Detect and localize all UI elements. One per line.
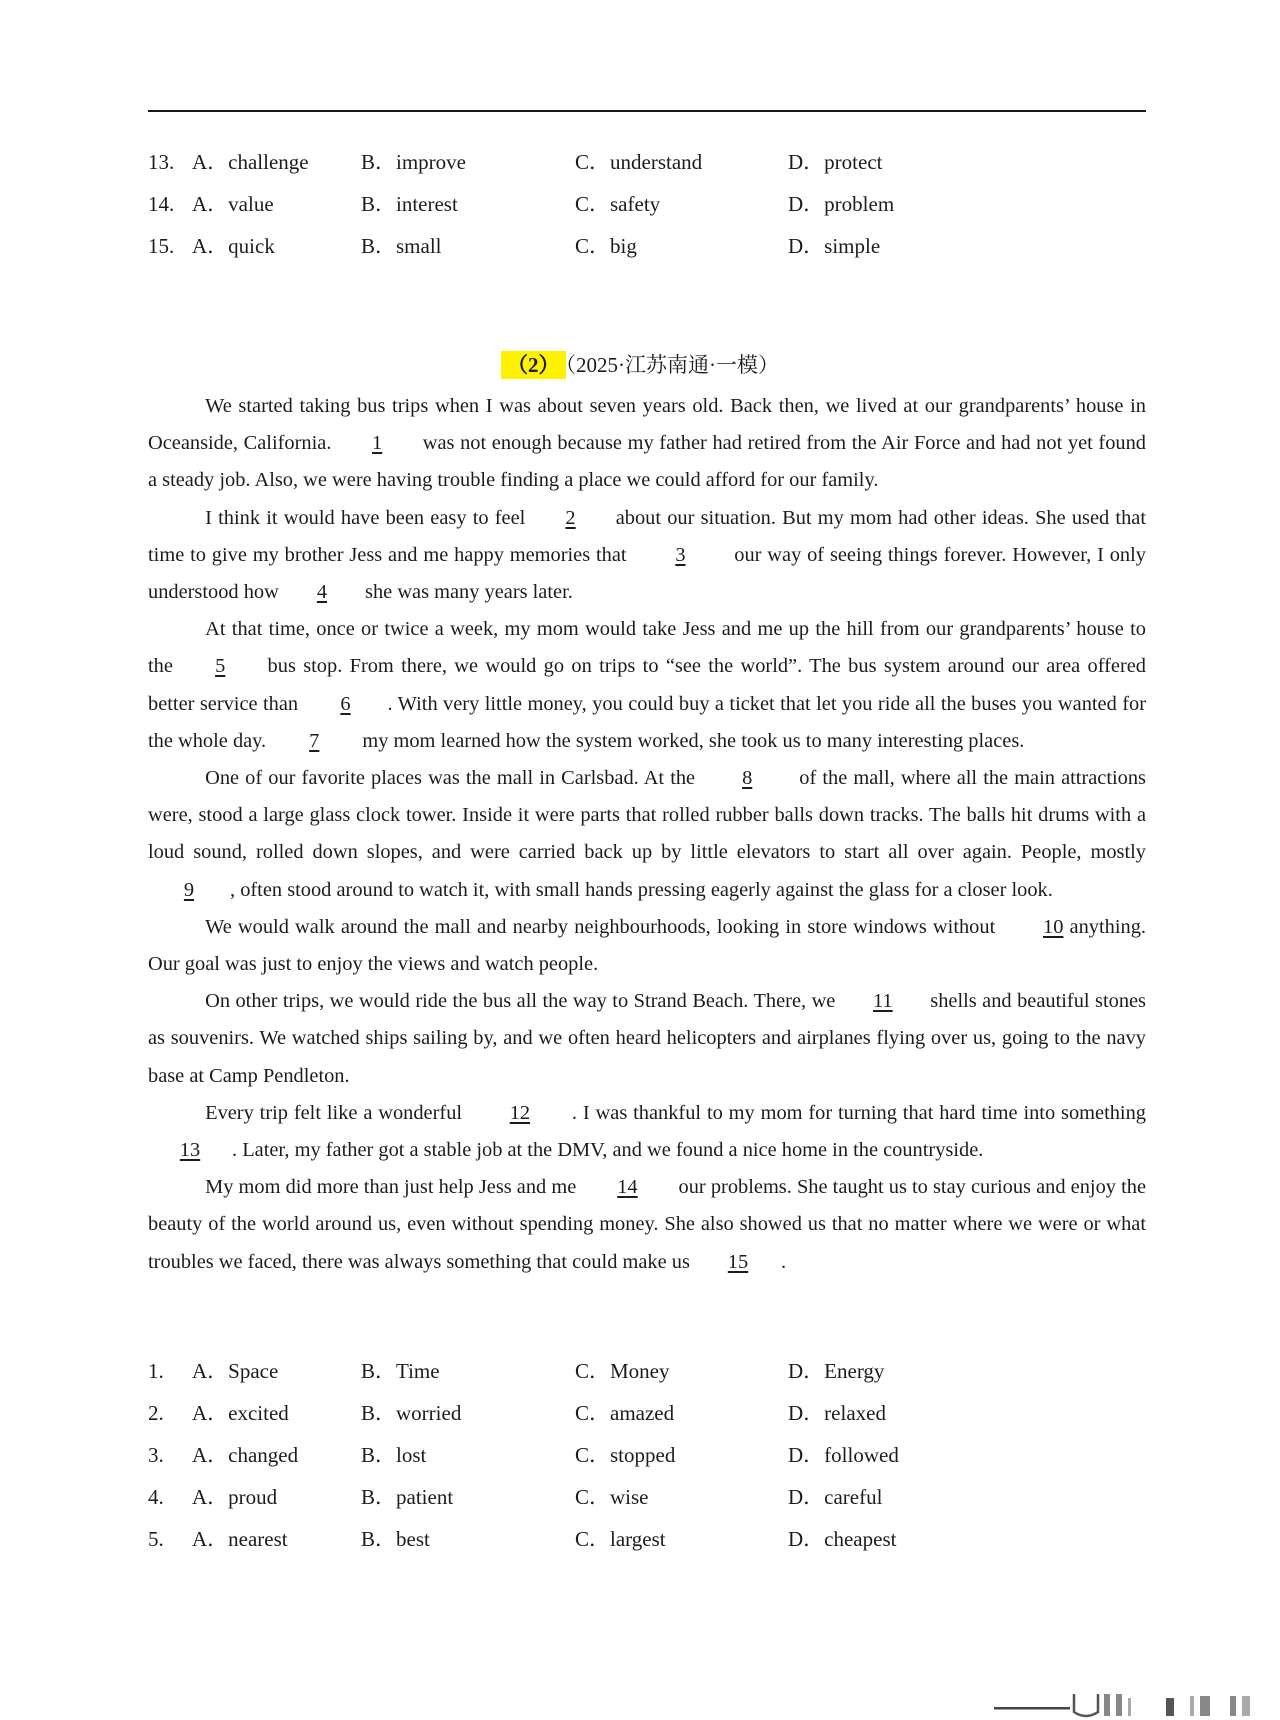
blank-13: 13 bbox=[179, 1139, 201, 1162]
paragraph-3 bbox=[148, 611, 1146, 760]
paragraph-7 bbox=[148, 1095, 1146, 1169]
watermark-icon bbox=[994, 1690, 1264, 1720]
text: of the mall, where all the main attractions were, stood a large glass clock tower. Inside it were parts that rolled rubber balls down tracks. The balls hit drums with a loud sound, rolled down slopes, and were carried back up by little elevators to start all over again. People, mostly bbox=[148, 767, 1146, 864]
option-row-1 bbox=[148, 1350, 1148, 1392]
text: We started taking bus trips when I was about seven years old. Back then, we lived at our grandparents’ house in Oceanside, California. bbox=[148, 395, 1146, 455]
blank-10: 10 bbox=[1043, 915, 1064, 938]
option-a: A．challenge bbox=[192, 150, 309, 174]
option-c: C．safety bbox=[575, 192, 661, 216]
option-a: A．quick bbox=[192, 234, 275, 258]
option-d: D．problem bbox=[788, 192, 895, 216]
blank-1: 1 bbox=[371, 432, 383, 455]
options-top bbox=[148, 141, 1148, 267]
option-b: B．patient bbox=[361, 1485, 454, 1509]
text: bus stop. From there, we would go on trips to “see the world”. The bus system around our area offered better service than bbox=[148, 655, 1146, 715]
option-row-4 bbox=[148, 1476, 1148, 1518]
blank-4: 4 bbox=[316, 581, 328, 604]
header-rule bbox=[148, 110, 1146, 112]
option-row-3 bbox=[148, 1434, 1148, 1476]
option-a: A．proud bbox=[192, 1485, 278, 1509]
paragraph-2 bbox=[148, 500, 1146, 612]
question-number: 14. bbox=[148, 192, 175, 216]
blank-6: 6 bbox=[340, 692, 351, 715]
question-number: 15. bbox=[148, 234, 175, 258]
option-b: B．Time bbox=[361, 1359, 440, 1383]
text: . I was thankful to my mom for turning that hard time into something bbox=[571, 1101, 1146, 1124]
blank-15: 15 bbox=[727, 1250, 749, 1273]
option-c: C．amazed bbox=[575, 1401, 675, 1425]
blank-3: 3 bbox=[675, 543, 686, 566]
option-a: A．excited bbox=[192, 1401, 289, 1425]
text: my mom learned how the system worked, she took us to many interesting places. bbox=[357, 729, 1025, 752]
section-number: （2） bbox=[501, 351, 566, 379]
paragraph-6 bbox=[148, 983, 1146, 1095]
question-number: 1. bbox=[148, 1359, 164, 1383]
option-a: A．nearest bbox=[192, 1527, 288, 1551]
text: she was many years later. bbox=[359, 581, 573, 604]
option-row-2 bbox=[148, 1392, 1148, 1434]
blank-8: 8 bbox=[742, 767, 753, 790]
text: . bbox=[780, 1250, 787, 1273]
option-b: B．interest bbox=[361, 192, 458, 216]
blank-9: 9 bbox=[183, 878, 195, 901]
option-d: D．careful bbox=[788, 1485, 883, 1509]
option-c: C．largest bbox=[575, 1527, 666, 1551]
text: shells and beautiful stones as souvenirs. We watched ships sailing by, and we often heard helicopters and airplanes flying over us, going to the navy base at Camp Pendleton. bbox=[148, 990, 1146, 1087]
option-row-14 bbox=[148, 183, 1148, 225]
text: Every trip felt like a wonderful bbox=[205, 1101, 468, 1124]
option-c: C．wise bbox=[575, 1485, 649, 1509]
option-b: B．small bbox=[361, 234, 442, 258]
option-c: C．Money bbox=[575, 1359, 670, 1383]
option-d: D．Energy bbox=[788, 1359, 885, 1383]
question-number: 13. bbox=[148, 150, 175, 174]
option-d: D．protect bbox=[788, 150, 883, 174]
blank-14: 14 bbox=[617, 1176, 638, 1199]
question-number: 2. bbox=[148, 1401, 164, 1425]
option-a: A．changed bbox=[192, 1443, 299, 1467]
option-b: B．best bbox=[361, 1527, 430, 1551]
text: At that time, once or twice a week, my mom would take Jess and me up the hill from our grandparents’ house to the bbox=[148, 618, 1146, 678]
text: One of our favorite places was the mall in Carlsbad. At the bbox=[205, 767, 702, 790]
section-title bbox=[0, 350, 1280, 380]
option-d: D．simple bbox=[788, 234, 881, 258]
paragraph-5 bbox=[148, 909, 1146, 983]
question-number: 3. bbox=[148, 1443, 164, 1467]
blank-2: 2 bbox=[565, 506, 576, 529]
blank-7: 7 bbox=[309, 729, 320, 752]
text: anything. Our goal was just to enjoy the views and watch people. bbox=[148, 915, 1146, 976]
text: . Later, my father got a stable job at the DMV, and we found a nice home in the countryside. bbox=[232, 1139, 984, 1162]
blank-12: 12 bbox=[509, 1101, 531, 1124]
text: We would walk around the mall and nearby neighbourhoods, looking in store windows without bbox=[205, 915, 1002, 938]
blank-5: 5 bbox=[215, 655, 226, 678]
text: . With very little money, you could buy a ticket that let you ride all the buses you wanted for the whole day. bbox=[148, 692, 1146, 752]
option-row-13 bbox=[148, 141, 1148, 183]
paragraph-1 bbox=[148, 388, 1146, 500]
option-d: D．relaxed bbox=[788, 1401, 886, 1425]
option-d: D．cheapest bbox=[788, 1527, 897, 1551]
option-c: C．understand bbox=[575, 150, 703, 174]
option-c: C．stopped bbox=[575, 1443, 676, 1467]
passage bbox=[148, 388, 1146, 1281]
text: was not enough because my father had retired from the Air Force and had not yet found a steady job. Also, we were having trouble finding a place we could afford for our family. bbox=[148, 432, 1146, 492]
text: , often stood around to watch it, with small hands pressing eagerly against the glass for a closer look. bbox=[230, 878, 1053, 901]
option-a: A．Space bbox=[192, 1359, 279, 1383]
option-b: B．improve bbox=[361, 150, 466, 174]
blank-11: 11 bbox=[872, 990, 893, 1013]
option-b: B．lost bbox=[361, 1443, 427, 1467]
text: I think it would have been easy to feel bbox=[205, 506, 532, 529]
text: My mom did more than just help Jess and me bbox=[205, 1176, 582, 1199]
text: On other trips, we would ride the bus all the way to Strand Beach. There, we bbox=[205, 990, 841, 1013]
option-b: B．worried bbox=[361, 1401, 462, 1425]
option-row-15 bbox=[148, 225, 1148, 267]
text: our problems. She taught us to stay curious and enjoy the beauty of the world around us, even without spending money. She also showed us that no matter where we were or what troubles we faced, there was always something that could make us bbox=[148, 1176, 1147, 1273]
option-row-5 bbox=[148, 1518, 1148, 1560]
option-c: C．big bbox=[575, 234, 637, 258]
paragraph-8 bbox=[148, 1169, 1146, 1281]
options-bottom bbox=[148, 1350, 1148, 1560]
text: our way of seeing things forever. However, I only understood how bbox=[148, 543, 1146, 604]
option-a: A．value bbox=[192, 192, 274, 216]
paragraph-4 bbox=[148, 760, 1146, 909]
text: about our situation. But my mom had other ideas. She used that time to give my brother Jess and me happy memories that bbox=[148, 506, 1146, 566]
option-d: D．followed bbox=[788, 1443, 899, 1467]
question-number: 5. bbox=[148, 1527, 164, 1551]
question-number: 4. bbox=[148, 1485, 164, 1509]
section-source: （2025·江苏南通·一模） bbox=[565, 353, 779, 377]
